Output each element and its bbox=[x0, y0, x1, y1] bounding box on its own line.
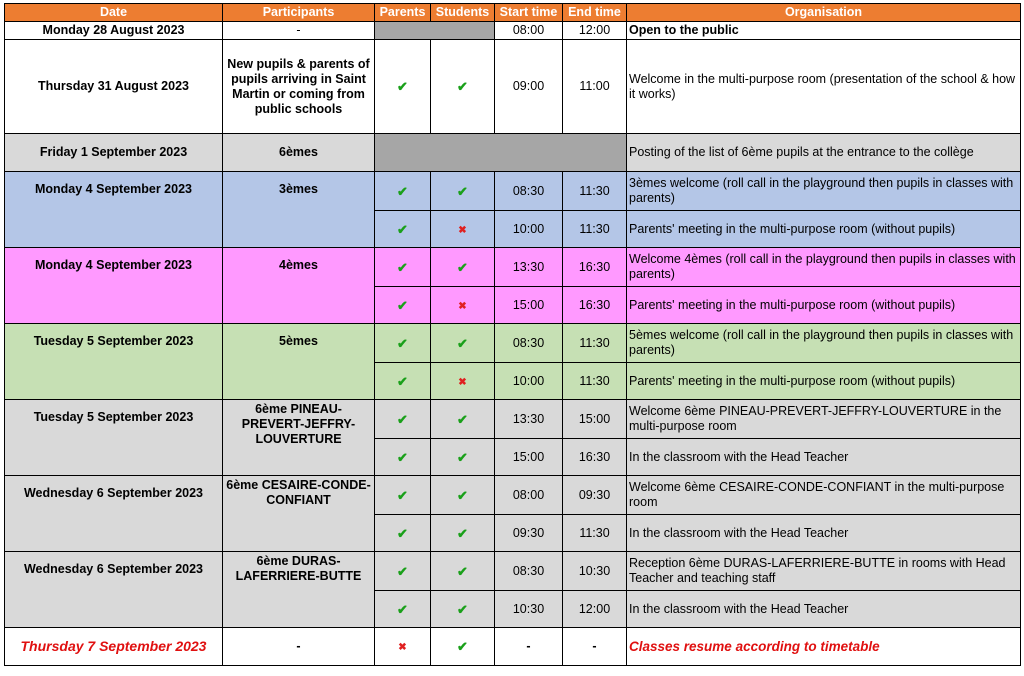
participants-cell: New pupils & parents of pupils arriving in Saint Martin or coming from public schools bbox=[223, 40, 375, 134]
organisation-cell: 5èmes welcome (roll call in the playground then pupils in classes with parents) bbox=[627, 324, 1021, 363]
header-students: Students bbox=[431, 4, 495, 22]
end-time-cell: 12:00 bbox=[563, 591, 627, 628]
organisation-cell: Reception 6ème DURAS-LAFERRIERE-BUTTE in rooms with Head Teacher and teaching staff bbox=[627, 552, 1021, 591]
end-time-cell: 10:30 bbox=[563, 552, 627, 591]
participants-cell: - bbox=[223, 628, 375, 666]
end-time-cell: - bbox=[563, 628, 627, 666]
participants-cell: 3èmes bbox=[223, 172, 375, 248]
cross-icon: ✖ bbox=[458, 376, 467, 388]
check-icon: ✔ bbox=[457, 183, 468, 199]
students-mark bbox=[431, 363, 495, 400]
students-mark bbox=[431, 287, 495, 324]
check-icon: ✔ bbox=[397, 373, 408, 389]
start-time-cell: 15:00 bbox=[495, 439, 563, 476]
date-cell: Monday 28 August 2023 bbox=[5, 22, 223, 40]
header-organisation: Organisation bbox=[627, 4, 1021, 22]
end-time-cell: 16:30 bbox=[563, 439, 627, 476]
participants-cell: 6ème DURAS-LAFERRIERE-BUTTE bbox=[223, 552, 375, 628]
parents-mark bbox=[375, 211, 431, 248]
check-icon: ✔ bbox=[457, 639, 468, 654]
start-time-cell: 08:00 bbox=[495, 22, 563, 40]
table-row bbox=[5, 22, 1021, 40]
students-mark bbox=[431, 591, 495, 628]
organisation-cell: Open to the public bbox=[627, 22, 1021, 40]
students-mark bbox=[431, 211, 495, 248]
check-icon: ✔ bbox=[397, 487, 408, 503]
check-icon: ✔ bbox=[457, 525, 468, 541]
check-icon: ✔ bbox=[397, 601, 408, 617]
table-row bbox=[5, 628, 1021, 666]
check-icon: ✔ bbox=[397, 563, 408, 579]
start-time-cell: 10:30 bbox=[495, 591, 563, 628]
check-icon: ✔ bbox=[457, 563, 468, 579]
date-cell: Monday 4 September 2023 bbox=[5, 248, 223, 324]
students-mark bbox=[431, 248, 495, 287]
date-cell: Wednesday 6 September 2023 bbox=[5, 476, 223, 552]
students-mark bbox=[431, 628, 495, 666]
parents-mark bbox=[375, 476, 431, 515]
parents-mark bbox=[375, 324, 431, 363]
empty-cell bbox=[375, 134, 627, 172]
end-time-cell: 11:30 bbox=[563, 515, 627, 552]
header-participants: Participants bbox=[223, 4, 375, 22]
students-mark bbox=[431, 40, 495, 134]
organisation-cell: Welcome 6ème CESAIRE-CONDE-CONFIANT in the multi-purpose room bbox=[627, 476, 1021, 515]
start-time-cell: 15:00 bbox=[495, 287, 563, 324]
start-time-cell: 13:30 bbox=[495, 248, 563, 287]
start-time-cell: 09:00 bbox=[495, 40, 563, 134]
table-row bbox=[5, 172, 1021, 211]
date-cell: Monday 4 September 2023 bbox=[5, 172, 223, 248]
date-cell: Thursday 31 August 2023 bbox=[5, 40, 223, 134]
table-row bbox=[5, 324, 1021, 363]
parents-mark bbox=[375, 172, 431, 211]
check-icon: ✔ bbox=[457, 79, 468, 94]
end-time-cell: 11:30 bbox=[563, 363, 627, 400]
check-icon: ✔ bbox=[397, 79, 408, 94]
check-icon: ✔ bbox=[457, 601, 468, 617]
check-icon: ✔ bbox=[457, 335, 468, 351]
header-start-time: Start time bbox=[495, 4, 563, 22]
date-cell: Wednesday 6 September 2023 bbox=[5, 552, 223, 628]
organisation-cell: Posting of the list of 6ème pupils at the entrance to the collège bbox=[627, 134, 1021, 172]
header-date: Date bbox=[5, 4, 223, 22]
start-time-cell: 10:00 bbox=[495, 211, 563, 248]
organisation-cell: In the classroom with the Head Teacher bbox=[627, 515, 1021, 552]
parents-mark bbox=[375, 400, 431, 439]
check-icon: ✔ bbox=[397, 449, 408, 465]
check-icon: ✔ bbox=[397, 183, 408, 199]
participants-cell: 6èmes bbox=[223, 134, 375, 172]
date-cell: Friday 1 September 2023 bbox=[5, 134, 223, 172]
organisation-cell: Classes resume according to timetable bbox=[627, 628, 1021, 666]
header-row bbox=[5, 4, 1021, 22]
start-time-cell: 08:30 bbox=[495, 172, 563, 211]
students-mark bbox=[431, 400, 495, 439]
organisation-cell: In the classroom with the Head Teacher bbox=[627, 591, 1021, 628]
parents-mark bbox=[375, 363, 431, 400]
end-time-cell: 15:00 bbox=[563, 400, 627, 439]
table-row bbox=[5, 40, 1021, 134]
table-row bbox=[5, 476, 1021, 515]
date-cell: Tuesday 5 September 2023 bbox=[5, 324, 223, 400]
participants-cell: 4èmes bbox=[223, 248, 375, 324]
check-icon: ✔ bbox=[457, 449, 468, 465]
empty-cell bbox=[375, 22, 495, 40]
parents-mark bbox=[375, 439, 431, 476]
schedule-table bbox=[4, 3, 1021, 666]
participants-cell: 6ème CESAIRE-CONDE-CONFIANT bbox=[223, 476, 375, 552]
check-icon: ✔ bbox=[457, 259, 468, 275]
students-mark bbox=[431, 439, 495, 476]
students-mark bbox=[431, 324, 495, 363]
parents-mark bbox=[375, 287, 431, 324]
start-time-cell: 08:00 bbox=[495, 476, 563, 515]
parents-mark bbox=[375, 515, 431, 552]
cross-icon: ✖ bbox=[398, 642, 407, 653]
parents-mark bbox=[375, 552, 431, 591]
start-time-cell: 08:30 bbox=[495, 324, 563, 363]
parents-mark bbox=[375, 248, 431, 287]
end-time-cell: 11:30 bbox=[563, 172, 627, 211]
organisation-cell: Welcome in the multi-purpose room (presentation of the school & how it works) bbox=[627, 40, 1021, 134]
header-parents: Parents bbox=[375, 4, 431, 22]
organisation-cell: Welcome 4èmes (roll call in the playground then pupils in classes with parents) bbox=[627, 248, 1021, 287]
cross-icon: ✖ bbox=[458, 224, 467, 236]
date-cell: Tuesday 5 September 2023 bbox=[5, 400, 223, 476]
check-icon: ✔ bbox=[457, 487, 468, 503]
start-time-cell: 08:30 bbox=[495, 552, 563, 591]
check-icon: ✔ bbox=[397, 297, 408, 313]
students-mark bbox=[431, 172, 495, 211]
participants-cell: 5èmes bbox=[223, 324, 375, 400]
check-icon: ✔ bbox=[397, 259, 408, 275]
date-cell: Thursday 7 September 2023 bbox=[5, 628, 223, 666]
organisation-cell: Parents' meeting in the multi-purpose room (without pupils) bbox=[627, 211, 1021, 248]
start-time-cell: 10:00 bbox=[495, 363, 563, 400]
participants-cell: 6ème PINEAU-PREVERT-JEFFRY-LOUVERTURE bbox=[223, 400, 375, 476]
students-mark bbox=[431, 476, 495, 515]
check-icon: ✔ bbox=[397, 335, 408, 351]
students-mark bbox=[431, 552, 495, 591]
table-row bbox=[5, 552, 1021, 591]
end-time-cell: 16:30 bbox=[563, 287, 627, 324]
participants-cell: - bbox=[223, 22, 375, 40]
end-time-cell: 11:00 bbox=[563, 40, 627, 134]
organisation-cell: Welcome 6ème PINEAU-PREVERT-JEFFRY-LOUVERTURE in the multi-purpose room bbox=[627, 400, 1021, 439]
check-icon: ✔ bbox=[457, 411, 468, 427]
start-time-cell: 09:30 bbox=[495, 515, 563, 552]
parents-mark bbox=[375, 40, 431, 134]
check-icon: ✔ bbox=[397, 221, 408, 237]
start-time-cell: 13:30 bbox=[495, 400, 563, 439]
end-time-cell: 12:00 bbox=[563, 22, 627, 40]
table-row bbox=[5, 134, 1021, 172]
organisation-cell: In the classroom with the Head Teacher bbox=[627, 439, 1021, 476]
table-row bbox=[5, 248, 1021, 287]
end-time-cell: 16:30 bbox=[563, 248, 627, 287]
check-icon: ✔ bbox=[397, 525, 408, 541]
cross-icon: ✖ bbox=[458, 300, 467, 312]
start-time-cell: - bbox=[495, 628, 563, 666]
parents-mark bbox=[375, 591, 431, 628]
organisation-cell: Parents' meeting in the multi-purpose room (without pupils) bbox=[627, 287, 1021, 324]
students-mark bbox=[431, 515, 495, 552]
end-time-cell: 09:30 bbox=[563, 476, 627, 515]
end-time-cell: 11:30 bbox=[563, 211, 627, 248]
header-end-time: End time bbox=[563, 4, 627, 22]
organisation-cell: Parents' meeting in the multi-purpose room (without pupils) bbox=[627, 363, 1021, 400]
organisation-cell: 3èmes welcome (roll call in the playground then pupils in classes with parents) bbox=[627, 172, 1021, 211]
check-icon: ✔ bbox=[397, 411, 408, 427]
end-time-cell: 11:30 bbox=[563, 324, 627, 363]
table-row bbox=[5, 400, 1021, 439]
parents-mark bbox=[375, 628, 431, 666]
